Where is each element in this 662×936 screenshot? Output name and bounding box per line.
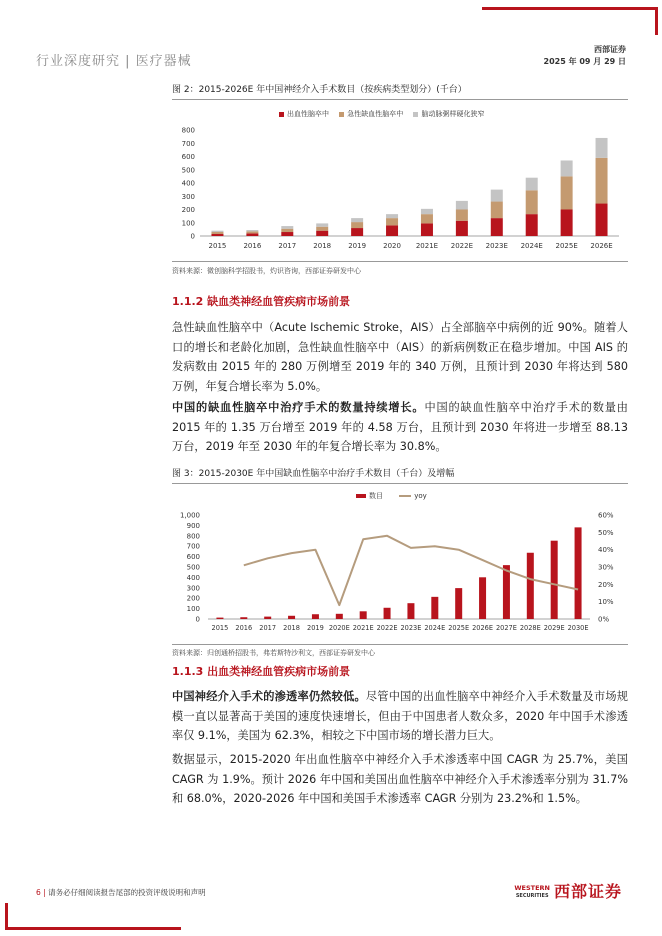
figure3-legend [356, 491, 427, 501]
y-right-tick-label: 30% [598, 563, 614, 572]
x-tick-label: 2018 [283, 624, 300, 632]
bar-segment [491, 202, 503, 219]
y-tick-label: 800 [181, 126, 195, 135]
footer-divider: | [43, 888, 49, 897]
bar-segment [281, 232, 293, 236]
x-tick-label: 2025E [448, 624, 470, 632]
x-tick-label: 2022E [376, 624, 398, 632]
y-tick-label: 500 [181, 166, 195, 175]
figure2-bottom-rule [172, 261, 628, 262]
bar-segment [386, 225, 398, 236]
bottom-corner-rule-vertical [5, 903, 8, 929]
y-right-tick-label: 50% [598, 528, 614, 537]
bar [431, 597, 438, 619]
bar [312, 614, 319, 619]
bar-segment [596, 138, 608, 158]
x-tick-label: 2029E [543, 624, 565, 632]
bar-segment [561, 176, 573, 209]
bar-segment [386, 214, 398, 218]
y-left-tick-label: 0 [195, 615, 200, 624]
y-left-tick-label: 1,000 [179, 511, 200, 520]
y-right-tick-label: 60% [598, 511, 614, 520]
x-tick-label: 2020 [383, 242, 401, 250]
bar-segment [561, 160, 573, 176]
x-tick-label: 2026E [590, 242, 613, 250]
bar-segment [246, 233, 258, 236]
logo-en-line2: SECURITIES [515, 893, 549, 899]
bar [503, 565, 510, 619]
figure2-top-rule [172, 99, 628, 100]
bar-segment [421, 209, 433, 214]
figure3-bar-line-chart [172, 506, 628, 639]
x-tick-label: 2019 [307, 624, 324, 632]
logo-chinese: 西部证券 [553, 882, 622, 901]
legend-item-hem: 出血性脑卒中 [279, 110, 329, 118]
x-tick-label: 2015 [208, 242, 227, 250]
x-tick-label: 2017 [278, 242, 297, 250]
bottom-corner-rule [5, 927, 181, 930]
bar-segment [316, 227, 328, 231]
bar [360, 611, 367, 619]
bar-segment [211, 234, 223, 236]
x-tick-label: 2023E [400, 624, 422, 632]
legend-item-count: 数目 [356, 492, 383, 500]
paragraph-cagr: 数据显示，2015-2020 年出血性脑卒中神经介入手术渗透率中国 CAGR 为 25.7%，美国 CAGR 为 1.9%。预计 2026 年中国和美国出血性脑卒中神经介入手术渗透率分别为 31.7% 和 68.0%，2020-2026 年中国和美国手术渗透率 CAGR 分别为 23.2%和 1.5%。 [172, 753, 628, 805]
section-heading-1-1-3: 1.1.3 出血类神经血管疾病市场前景 [172, 665, 351, 678]
paragraph-penetration-lead: 中国神经介入手术的渗透率仍然较低。 [172, 690, 366, 703]
x-tick-label: 2018 [313, 242, 332, 250]
bar [384, 608, 391, 619]
bar-segment [596, 204, 608, 236]
bar-segment [281, 226, 293, 229]
figure3-title: 图 3：2015-2030E 年中国缺血性脑卒中治疗手术数目（千台）及增幅 [172, 469, 455, 479]
y-tick-label: 300 [181, 192, 195, 201]
bar-segment [316, 231, 328, 236]
y-tick-label: 100 [181, 219, 195, 228]
page-number: 6 [36, 888, 41, 897]
y-tick-label: 400 [181, 179, 195, 188]
x-tick-label: 2015 [211, 624, 229, 632]
top-corner-rule [482, 7, 658, 10]
bar-segment [491, 190, 503, 202]
x-tick-label: 2024E [424, 624, 446, 632]
bar-segment [351, 222, 363, 228]
bar [479, 577, 486, 619]
bar [455, 588, 462, 619]
bar-segment [281, 229, 293, 232]
legend-item-oth: 脑动脉粥样硬化狭窄 [413, 110, 484, 118]
paragraph-penetration [172, 687, 628, 746]
y-left-tick-label: 500 [186, 563, 200, 572]
bar [240, 617, 247, 619]
paragraph-ais-surgery-lead: 中国的缺血性脑卒中治疗手术的数量持续增长。 [172, 401, 425, 414]
bar [575, 527, 582, 619]
x-tick-label: 2028E [519, 624, 541, 632]
y-tick-label: 0 [190, 232, 195, 241]
bar-segment [456, 201, 468, 210]
report-date: 2025 年 09 月 29 日 [543, 57, 626, 66]
x-tick-label: 2020E [328, 624, 350, 632]
x-tick-label: 2016 [235, 624, 253, 632]
report-category: 行业深度研究 | 医疗器械 [36, 54, 192, 69]
bar-segment [526, 214, 538, 236]
paragraph-ais-surgery-body: 中国的缺血性脑卒中治疗手术的数量由 2015 年的 1.35 万台增至 2019 年的 4.58 万台，且预计到 2030 年将进一步增至 88.13 万台，2019 年至 2030 年的年复合增长率为 30.8%。 [172, 401, 628, 453]
y-left-tick-label: 400 [186, 573, 200, 582]
y-right-tick-label: 20% [598, 580, 614, 589]
bar-segment [246, 230, 258, 231]
y-left-tick-label: 300 [186, 584, 200, 593]
figure2-source: 资料来源：微创脑科学招股书，灼识咨询，西部证券研发中心 [172, 267, 361, 275]
x-tick-label: 2019 [348, 242, 367, 250]
bar-segment [526, 178, 538, 191]
bar-segment [316, 223, 328, 226]
bar-segment [421, 223, 433, 236]
footer-note [36, 887, 206, 898]
bar-segment [386, 218, 398, 225]
x-tick-label: 2024E [520, 242, 543, 250]
bar [216, 618, 223, 619]
y-left-tick-label: 800 [186, 532, 200, 541]
logo-english [514, 884, 550, 900]
bar-segment [491, 218, 503, 236]
y-tick-label: 700 [181, 139, 195, 148]
bar-segment [456, 210, 468, 221]
x-tick-label: 2021E [352, 624, 374, 632]
bar [551, 541, 558, 619]
x-tick-label: 2025E [555, 242, 578, 250]
y-left-tick-label: 900 [186, 521, 200, 530]
top-corner-rule-vertical [655, 7, 658, 35]
bar [264, 617, 271, 619]
y-left-tick-label: 100 [186, 605, 200, 614]
y-left-tick-label: 700 [186, 542, 200, 551]
paragraph-ais-surgery [172, 398, 628, 457]
bar-segment [351, 228, 363, 236]
figure2-legend [279, 109, 484, 119]
section-heading-1-1-2: 1.1.2 缺血类神经血管疾病市场前景 [172, 295, 351, 308]
y-left-tick-label: 200 [186, 594, 200, 603]
y-tick-label: 600 [181, 153, 195, 161]
y-right-tick-label: 0% [598, 615, 610, 624]
bar-segment [421, 214, 433, 223]
bar [288, 616, 295, 619]
company-name: 西部证券 [594, 45, 626, 54]
paragraph-penetration-body: 尽管中国的出血性脑卒中神经介入手术数量及市场规模一直以显著高于美国的速度快速增长，但由于中国患者人数众多，2020 年中国手术渗透率仅 9.1%，美国为 62.3%，相较之下中国市场的增长潜力巨大。 [172, 690, 628, 742]
bar-segment [211, 231, 223, 232]
disclaimer-text: 请务必仔细阅读报告尾部的投资评级说明和声明 [48, 888, 206, 897]
x-tick-label: 2021E [415, 242, 439, 250]
legend-item-isc: 急性缺血性脑卒中 [339, 110, 403, 118]
x-tick-label: 2027E [495, 624, 517, 632]
bar-segment [246, 231, 258, 233]
x-tick-label: 2023E [485, 242, 508, 250]
figure3-top-rule [172, 483, 628, 484]
x-tick-label: 2030E [567, 624, 589, 632]
header-right [544, 44, 626, 68]
figure3-source: 资料来源：归创通桥招股书，弗若斯特沙利文，西部证券研发中心 [172, 649, 375, 657]
y-right-tick-label: 40% [598, 546, 614, 555]
bar-segment [596, 158, 608, 204]
bar-segment [211, 232, 223, 234]
bar-segment [351, 218, 363, 222]
y-tick-label: 200 [181, 206, 195, 214]
bar [336, 614, 343, 619]
x-tick-label: 2022E [450, 242, 473, 250]
figure3-bottom-rule [172, 644, 628, 645]
bar-segment [456, 221, 468, 236]
x-tick-label: 2026E [472, 624, 494, 632]
x-tick-label: 2017 [259, 624, 277, 632]
figure2-stacked-bar-chart [172, 120, 628, 255]
x-tick-label: 2016 [243, 242, 262, 250]
bar [527, 553, 534, 619]
bar-segment [526, 190, 538, 214]
bar-segment [561, 210, 573, 237]
y-left-tick-label: 600 [186, 553, 200, 562]
paragraph-ais-intro: 急性缺血性脑卒中（Acute Ischemic Stroke，AIS）占全部脑卒中病例的近 90%。随着人口的增长和老龄化加剧，急性缺血性脑卒中（AIS）的新病例数正在稳步增加。中国 AIS 的发病数由 2015 年的 280 万例增至 2019 年的 340 万例，且预计到 2030 年将达到 580 万例，年复合增长率为 5.0%。 [172, 321, 628, 393]
bar [407, 603, 414, 619]
figure2-title: 图 2：2015-2026E 年中国神经介入手术数目（按疾病类型划分）(千台） [172, 85, 467, 95]
logo-en-line1: WESTERN [514, 884, 550, 892]
y-right-tick-label: 10% [598, 598, 614, 607]
legend-item-yoy: yoy [399, 492, 427, 500]
